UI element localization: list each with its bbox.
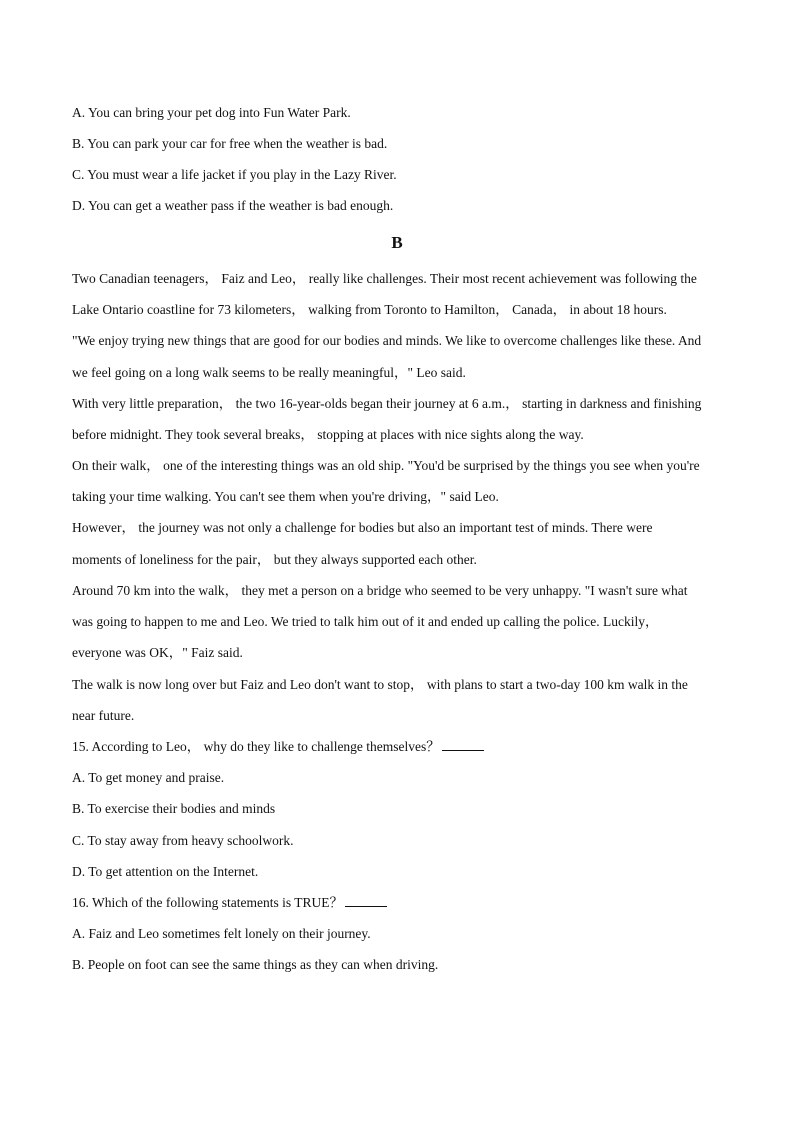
passage-line: With very little preparation， the two 16-year-olds began their journey at 6 a.m.， starting in darkness and finishing [72, 396, 702, 411]
question-16-stem [72, 894, 724, 912]
passage-line: On their walk， one of the interesting things was an old ship. "You'd be surprised by the things you see when you're [72, 458, 700, 473]
q15-option-d: D. To get attention on the Internet. [72, 864, 259, 879]
question-16-text: 16. Which of the following statements is TRUE？ [72, 895, 343, 910]
passage-line: was going to happen to me and Leo. We tried to talk him out of it and ended up calling the police. Luckily， [72, 614, 659, 629]
passage-line: The walk is now long over but Faiz and Leo don't want to stop， with plans to start a two-day 100 km walk in the [72, 677, 688, 692]
passage-line: everyone was OK，" Faiz said. [72, 645, 243, 660]
passage-line: "We enjoy trying new things that are good for our bodies and minds. We like to overcome challenges like these. And [72, 333, 702, 348]
question-15-text: 15. According to Leo， why do they like to challenge themselves？ [72, 739, 440, 754]
passage-line: taking your time walking. You can't see them when you're driving，" said Leo. [72, 489, 499, 504]
passage-line: Two Canadian teenagers， Faiz and Leo， really like challenges. Their most recent achievement was following the [72, 271, 697, 286]
q15-option-a: A. To get money and praise. [72, 770, 225, 785]
section-heading: B [391, 233, 403, 252]
passage-line: Lake Ontario coastline for 73 kilometers， walking from Toronto to Hamilton， Canada， in about 18 hours. [72, 302, 667, 317]
passage-line: Around 70 km into the walk， they met a person on a bridge who seemed to be very unhappy. "I wasn't sure what [72, 583, 688, 598]
option-a-prev: A. You can bring your pet dog into Fun Water Park. [72, 105, 351, 120]
q16-option-a: A. Faiz and Leo sometimes felt lonely on their journey. [72, 926, 371, 941]
passage-line: before midnight. They took several breaks， stopping at places with nice sights along the way. [72, 427, 584, 442]
question-15-stem [72, 738, 724, 756]
q15-option-b: B. To exercise their bodies and minds [72, 801, 276, 816]
passage-line: moments of loneliness for the pair， but they always supported each other. [72, 552, 477, 567]
q15-option-c: C. To stay away from heavy schoolwork. [72, 833, 294, 848]
passage-line: However， the journey was not only a challenge for bodies but also an important test of minds. There were [72, 520, 653, 535]
q16-option-b: B. People on foot can see the same things as they can when driving. [72, 957, 439, 972]
answer-blank[interactable] [345, 894, 387, 907]
passage-line: near future. [72, 708, 135, 723]
option-b-prev: B. You can park your car for free when the weather is bad. [72, 136, 388, 151]
option-d-prev: D. You can get a weather pass if the weather is bad enough. [72, 198, 394, 213]
passage-line: we feel going on a long walk seems to be really meaningful，" Leo said. [72, 365, 466, 380]
option-c-prev: C. You must wear a life jacket if you play in the Lazy River. [72, 167, 397, 182]
answer-blank[interactable] [442, 738, 484, 751]
